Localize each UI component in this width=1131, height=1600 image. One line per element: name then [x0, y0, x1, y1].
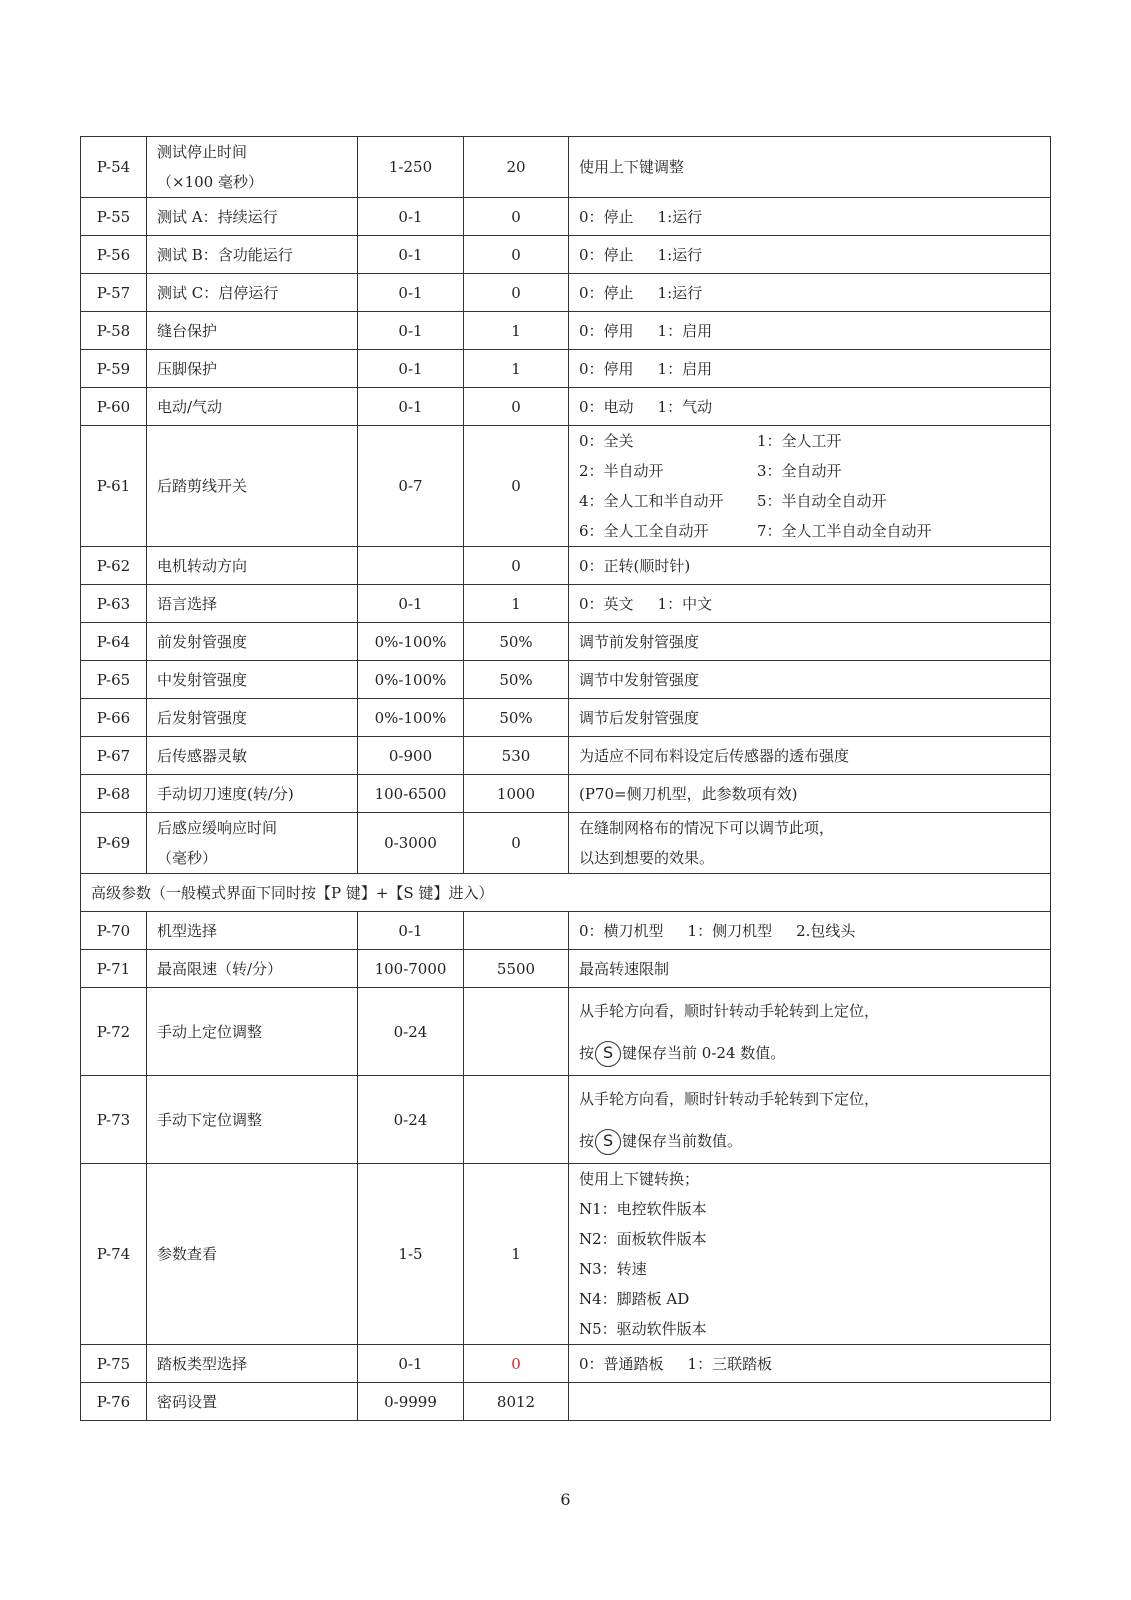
- param-default: 1: [464, 1164, 569, 1345]
- param-code: P-65: [81, 661, 147, 699]
- param-name: 测试停止时间 （×100 毫秒）: [147, 137, 358, 198]
- param-name: 手动上定位调整: [147, 988, 358, 1076]
- param-name: 最高限速（转/分）: [147, 950, 358, 988]
- param-default: 0: [464, 198, 569, 236]
- param-name: 电动/气动: [147, 388, 358, 426]
- param-range: 0-1: [358, 912, 464, 950]
- param-range: 0-1: [358, 312, 464, 350]
- param-description: 使用上下键调整: [569, 137, 1051, 198]
- param-code: P-59: [81, 350, 147, 388]
- param-code: P-70: [81, 912, 147, 950]
- param-description: 0：普通踏板 1：三联踏板: [569, 1345, 1051, 1383]
- param-description: 0：正转(顺时针): [569, 547, 1051, 585]
- table-row: [81, 274, 1051, 312]
- param-default: 0: [464, 236, 569, 274]
- advanced-params-header: 高级参数（一般模式界面下同时按【P 键】+【S 键】进入）: [81, 874, 1051, 912]
- param-description: 调节后发射管强度: [569, 699, 1051, 737]
- param-range: 100-6500: [358, 775, 464, 813]
- param-code: P-63: [81, 585, 147, 623]
- param-description: 0：横刀机型 1：侧刀机型 2.包线头: [569, 912, 1051, 950]
- param-code: P-60: [81, 388, 147, 426]
- param-description: [569, 1383, 1051, 1421]
- param-default: 50%: [464, 623, 569, 661]
- s-key-icon: S: [595, 1129, 621, 1155]
- param-code: P-62: [81, 547, 147, 585]
- param-description: 为适应不同布料设定后传感器的透布强度: [569, 737, 1051, 775]
- param-range: 0-3000: [358, 813, 464, 874]
- table-row: [81, 988, 1051, 1076]
- param-name: 测试 A：持续运行: [147, 198, 358, 236]
- param-default: 0: [464, 547, 569, 585]
- param-code: P-68: [81, 775, 147, 813]
- param-range: 0-1: [358, 388, 464, 426]
- param-range: 0%-100%: [358, 661, 464, 699]
- param-default: 1: [464, 350, 569, 388]
- table-row: [81, 137, 1051, 198]
- param-description: 从手轮方向看，顺时针转动手轮转到上定位， 按 S 键保存当前 0-24 数值。: [569, 988, 1051, 1076]
- table-row: [81, 775, 1051, 813]
- param-range: 0-7: [358, 426, 464, 547]
- param-name: 压脚保护: [147, 350, 358, 388]
- param-range: 0-24: [358, 1076, 464, 1164]
- param-default: 0: [464, 1345, 569, 1383]
- table-row: [81, 1076, 1051, 1164]
- param-description: 0：停用 1：启用: [569, 312, 1051, 350]
- table-row: [81, 737, 1051, 775]
- param-default: 50%: [464, 699, 569, 737]
- param-range: 1-5: [358, 1164, 464, 1345]
- param-code: P-76: [81, 1383, 147, 1421]
- table-row: [81, 236, 1051, 274]
- param-name: 后发射管强度: [147, 699, 358, 737]
- param-name: 后传感器灵敏: [147, 737, 358, 775]
- param-default: 8012: [464, 1383, 569, 1421]
- param-description: 调节中发射管强度: [569, 661, 1051, 699]
- param-code: P-66: [81, 699, 147, 737]
- param-code: P-54: [81, 137, 147, 198]
- param-name: 踏板类型选择: [147, 1345, 358, 1383]
- param-name: 后感应缓响应时间 （毫秒）: [147, 813, 358, 874]
- param-code: P-71: [81, 950, 147, 988]
- param-name: 缝台保护: [147, 312, 358, 350]
- param-code: P-58: [81, 312, 147, 350]
- param-description: 最高转速限制: [569, 950, 1051, 988]
- table-row: [81, 699, 1051, 737]
- param-code: P-67: [81, 737, 147, 775]
- param-name: 机型选择: [147, 912, 358, 950]
- param-name: 后踏剪线开关: [147, 426, 358, 547]
- param-name: 语言选择: [147, 585, 358, 623]
- param-code: P-55: [81, 198, 147, 236]
- param-description: 0：电动 1：气动: [569, 388, 1051, 426]
- param-default: 5500: [464, 950, 569, 988]
- param-name: 密码设置: [147, 1383, 358, 1421]
- param-default: 1: [464, 585, 569, 623]
- param-default: 0: [464, 388, 569, 426]
- param-range: 100-7000: [358, 950, 464, 988]
- param-description: 在缝制网格布的情况下可以调节此项， 以达到想要的效果。: [569, 813, 1051, 874]
- table-row: [81, 198, 1051, 236]
- param-description: 调节前发射管强度: [569, 623, 1051, 661]
- param-name: 手动切刀速度(转/分): [147, 775, 358, 813]
- param-range: 0-24: [358, 988, 464, 1076]
- param-default: 0: [464, 426, 569, 547]
- param-description: 从手轮方向看，顺时针转动手轮转到下定位， 按 S 键保存当前数值。: [569, 1076, 1051, 1164]
- param-code: P-73: [81, 1076, 147, 1164]
- param-code: P-57: [81, 274, 147, 312]
- param-default: 0: [464, 813, 569, 874]
- parameter-table: [80, 136, 1051, 1421]
- param-name: 电机转动方向: [147, 547, 358, 585]
- table-row: [81, 350, 1051, 388]
- param-range: [358, 547, 464, 585]
- param-range: 0-900: [358, 737, 464, 775]
- page-number: 6: [560, 1490, 571, 1509]
- param-name: 手动下定位调整: [147, 1076, 358, 1164]
- param-range: 0-1: [358, 585, 464, 623]
- table-row: [81, 426, 1051, 547]
- param-code: P-56: [81, 236, 147, 274]
- table-row: [81, 623, 1051, 661]
- param-default: 530: [464, 737, 569, 775]
- param-code: P-74: [81, 1164, 147, 1345]
- table-row: [81, 547, 1051, 585]
- param-code: P-75: [81, 1345, 147, 1383]
- table-row: [81, 661, 1051, 699]
- param-default: 20: [464, 137, 569, 198]
- table-row: [81, 950, 1051, 988]
- param-code: P-64: [81, 623, 147, 661]
- table-row: [81, 585, 1051, 623]
- table-row: [81, 312, 1051, 350]
- table-row: [81, 912, 1051, 950]
- table-row: [81, 1383, 1051, 1421]
- param-range: 1-250: [358, 137, 464, 198]
- param-default: [464, 1076, 569, 1164]
- param-name: 前发射管强度: [147, 623, 358, 661]
- param-code: P-61: [81, 426, 147, 547]
- param-name: 测试 B：含功能运行: [147, 236, 358, 274]
- param-name: 参数查看: [147, 1164, 358, 1345]
- param-description: 0：停止 1:运行: [569, 274, 1051, 312]
- param-range: 0%-100%: [358, 623, 464, 661]
- param-description: 0：停止 1:运行: [569, 236, 1051, 274]
- param-default: [464, 912, 569, 950]
- param-range: 0-1: [358, 198, 464, 236]
- param-description: 使用上下键转换； N1：电控软件版本 N2：面板软件版本 N3：转速 N4：脚踏板 AD N5：驱动软件版本: [569, 1164, 1051, 1345]
- param-default: 0: [464, 274, 569, 312]
- param-description: (P70=侧刀机型，此参数项有效): [569, 775, 1051, 813]
- param-range: 0%-100%: [358, 699, 464, 737]
- table-row: [81, 1164, 1051, 1345]
- param-default: [464, 988, 569, 1076]
- param-code: P-69: [81, 813, 147, 874]
- param-range: 0-1: [358, 1345, 464, 1383]
- table-row: [81, 813, 1051, 874]
- param-range: 0-9999: [358, 1383, 464, 1421]
- param-description: 0：停止 1:运行: [569, 198, 1051, 236]
- param-default: 1000: [464, 775, 569, 813]
- param-code: P-72: [81, 988, 147, 1076]
- param-range: 0-1: [358, 236, 464, 274]
- table-row: [81, 388, 1051, 426]
- table-row: [81, 1345, 1051, 1383]
- param-default: 1: [464, 312, 569, 350]
- param-name: 中发射管强度: [147, 661, 358, 699]
- section-header-row: [81, 874, 1051, 912]
- param-default: 50%: [464, 661, 569, 699]
- s-key-icon: S: [595, 1041, 621, 1067]
- param-description: 0：英文 1：中文: [569, 585, 1051, 623]
- param-description: 0：停用 1：启用: [569, 350, 1051, 388]
- param-description: 0：全关 1：全人工开 2：半自动开 3：全自动开 4：全人工和半自动开 5：半自动全自动开 6：全人工全自动开 7：全人工半自动全自动开: [569, 426, 1051, 547]
- param-range: 0-1: [358, 350, 464, 388]
- param-name: 测试 C：启停运行: [147, 274, 358, 312]
- param-range: 0-1: [358, 274, 464, 312]
